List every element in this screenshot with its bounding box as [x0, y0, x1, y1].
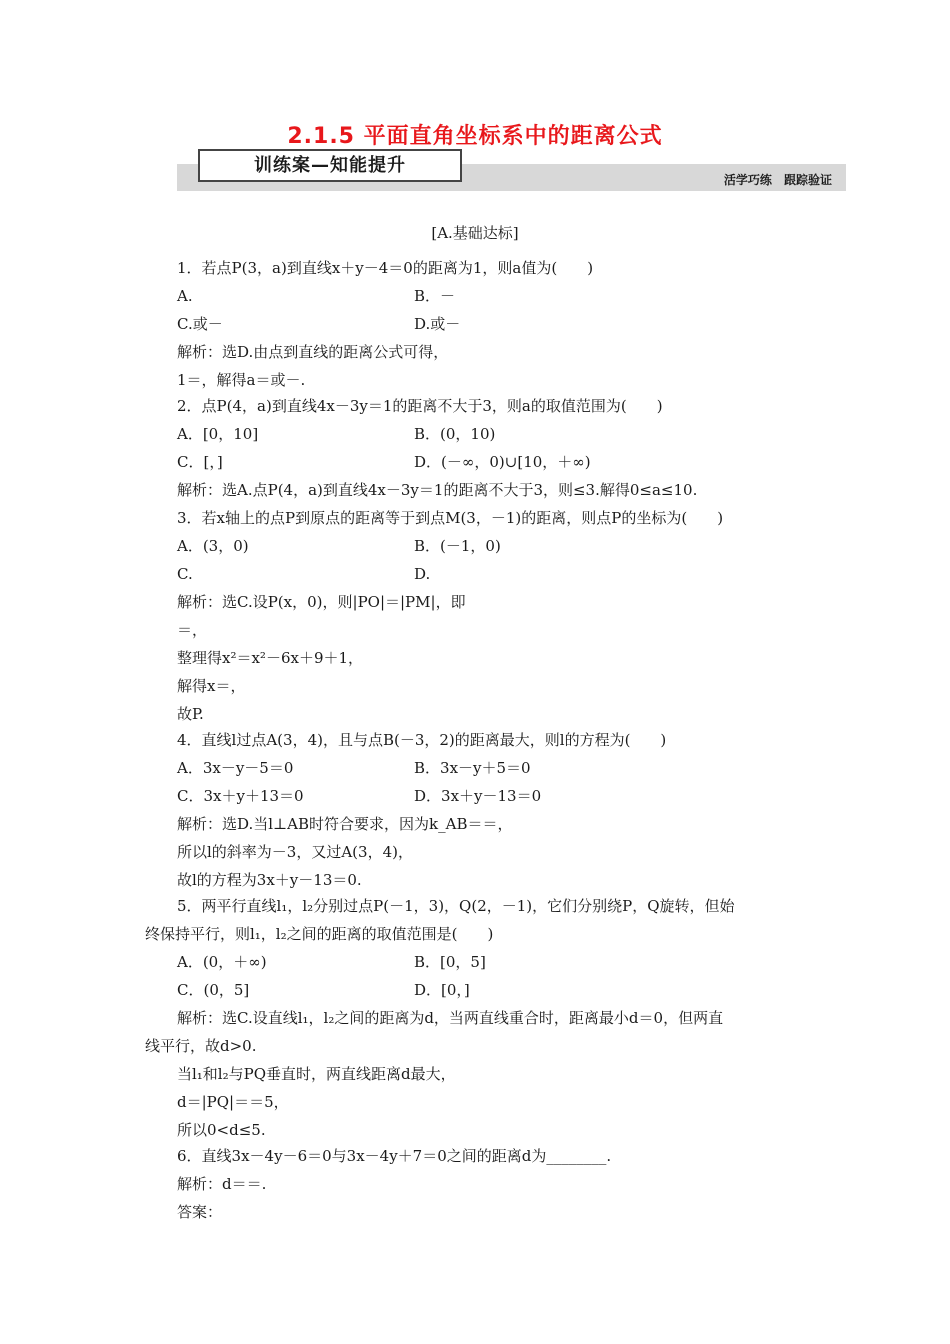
text-line: ＝，	[177, 621, 208, 639]
text-line: A.	[177, 287, 193, 305]
text-line: A．(3，0)	[177, 537, 249, 555]
text-line: 当l₁和l₂与PQ垂直时，两直线距离d最大，	[177, 1065, 456, 1083]
text-line: C．3x＋y＋13＝0	[177, 787, 304, 805]
text-line: C.或－	[177, 315, 223, 333]
text-line: 解得x＝，	[177, 677, 246, 695]
text-line: 线平行，故d>0.	[145, 1037, 257, 1055]
text-line: 4．直线l过点A(3，4)，且与点B(－3，2)的距离最大，则l的方程为( )	[177, 731, 667, 749]
text-line: 解析：选A.点P(4，a)到直线4x－3y＝1的距离不大于3，则≤3.解得0≤a≤10.	[177, 481, 698, 499]
text-line: D.	[414, 565, 431, 583]
text-line: B．(－1，0)	[414, 537, 501, 555]
text-line: D．[0，]	[414, 981, 470, 999]
text-line: D．(－∞，0)∪[10，＋∞)	[414, 453, 591, 471]
text-line: 整理得x²＝x²－6x＋9＋1，	[177, 649, 364, 667]
text-line: D.或－	[414, 315, 461, 333]
text-line: 2．点P(4，a)到直线4x－3y＝1的距离不大于3，则a的取值范围为( )	[177, 397, 663, 415]
text-line: 所以l的斜率为－3，又过A(3，4)，	[177, 843, 413, 861]
text-line: 所以0<d≤5.	[177, 1121, 266, 1139]
text-line: A．3x－y－5＝0	[177, 759, 294, 777]
text-line: 故l的方程为3x＋y－13＝0.	[177, 871, 362, 889]
text-line: 解析：d＝＝.	[177, 1175, 267, 1193]
text-line: C．[，]	[177, 453, 223, 471]
page-title: 2.1.5 平面直角坐标系中的距离公式	[287, 124, 663, 149]
text-line: C.	[177, 565, 193, 583]
text-line: B．－	[414, 287, 456, 305]
banner-right-text: 活学巧练 跟踪验证	[723, 173, 832, 187]
text-line: B．(0，10)	[414, 425, 496, 443]
text-line: 故P.	[177, 705, 204, 723]
text-line: 解析：选C.设P(x，0)，则|PO|＝|PM|，即	[177, 593, 466, 611]
text-line: 终保持平行，则l₁，l₂之间的距离的取值范围是( )	[145, 925, 494, 943]
banner-label: 训练案—知能提升	[198, 149, 462, 182]
text-line: A．[0，10]	[177, 425, 259, 443]
text-line: 1＝，解得a＝或－.	[177, 371, 306, 389]
text-line: D．3x＋y－13＝0	[414, 787, 542, 805]
text-line: 解析：选D.当l⊥AB时符合要求，因为k_AB＝＝，	[177, 815, 513, 833]
text-line: 3．若x轴上的点P到原点的距离等于到点M(3，－1)的距离，则点P的坐标为( )	[177, 509, 724, 527]
section-heading: [A.基础达标]	[431, 224, 519, 242]
text-line: 1．若点P(3，a)到直线x＋y－4＝0的距离为1，则a值为( )	[177, 259, 594, 277]
text-line: 5．两平行直线l₁，l₂分别过点P(－1，3)，Q(2，－1)，它们分别绕P，Q旋转，但始	[177, 897, 735, 915]
text-line: B．3x－y＋5＝0	[414, 759, 531, 777]
text-line: A．(0，＋∞)	[177, 953, 267, 971]
text-line: 解析：选D.由点到直线的距离公式可得，	[177, 343, 449, 361]
text-line: 解析：选C.设直线l₁，l₂之间的距离为d，当两直线重合时，距离最小d＝0，但两直	[177, 1009, 724, 1027]
text-line: d＝|PQ|＝＝5，	[177, 1093, 289, 1111]
text-line: C．(0，5]	[177, 981, 250, 999]
text-line: 6．直线3x－4y－6＝0与3x－4y＋7＝0之间的距离d为________.	[177, 1147, 612, 1165]
text-line: 答案：	[177, 1203, 223, 1221]
text-line: B．[0，5]	[414, 953, 486, 971]
